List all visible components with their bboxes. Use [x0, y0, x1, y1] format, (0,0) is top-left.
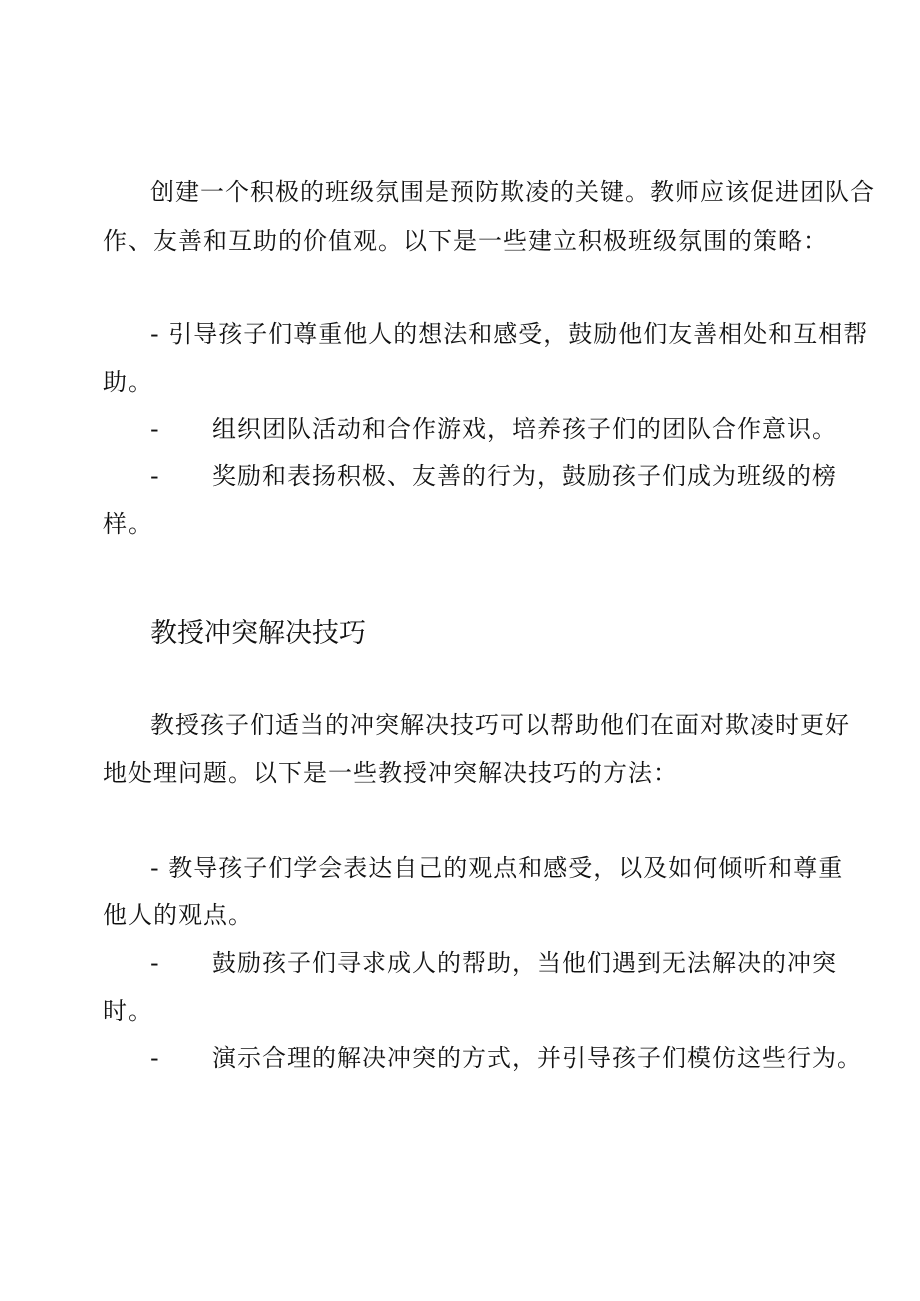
bullet-5-line-2: 时。: [103, 997, 153, 1025]
bullet-6-text: 演示合理的解决冲突的方式，并引导孩子们模仿这些行为。: [212, 1044, 862, 1072]
bullet-1-line-2: 助。: [103, 368, 153, 396]
bullet-1-line-1: - 引导孩子们尊重他人的想法和感受，鼓励他们友善相处和互相帮: [150, 320, 869, 348]
bullet-3-dash: -: [150, 462, 159, 490]
bullet-3-line-2: 样。: [103, 510, 153, 538]
bullet-5-line-1: 鼓励孩子们寻求成人的帮助，当他们遇到无法解决的冲突: [212, 949, 837, 977]
section-heading: 教授冲突解决技巧: [150, 618, 366, 649]
paragraph-intro-line-1: 创建一个积极的班级氛围是预防欺凌的关键。教师应该促进团队合: [150, 178, 875, 206]
paragraph-2-line-1: 教授孩子们适当的冲突解决技巧可以帮助他们在面对欺凌时更好: [150, 711, 850, 739]
bullet-5-dash: -: [150, 949, 159, 977]
bullet-2-dash: -: [150, 415, 159, 443]
bullet-6-dash: -: [150, 1044, 159, 1072]
bullet-4-line-2: 他人的观点。: [103, 901, 253, 929]
bullet-4-line-1: - 教导孩子们学会表达自己的观点和感受，以及如何倾听和尊重: [150, 854, 844, 882]
paragraph-2-line-2: 地处理问题。以下是一些教授冲突解决技巧的方法：: [103, 759, 678, 787]
paragraph-intro-line-2: 作、友善和互助的价值观。以下是一些建立积极班级氛围的策略：: [103, 227, 828, 255]
bullet-2-text: 组织团队活动和合作游戏，培养孩子们的团队合作意识。: [212, 415, 837, 443]
bullet-3-line-1: 奖励和表扬积极、友善的行为，鼓励孩子们成为班级的榜: [212, 462, 837, 490]
